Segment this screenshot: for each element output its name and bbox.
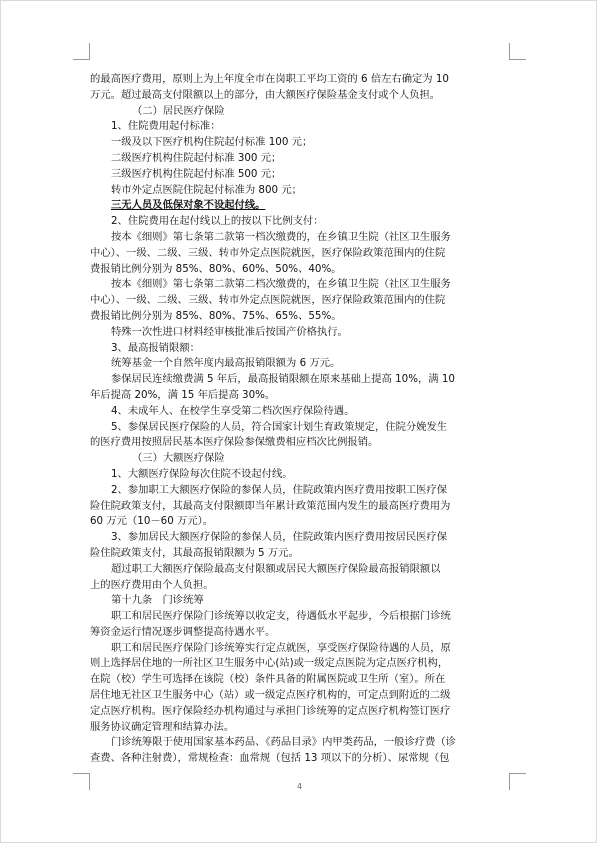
page-number: 4 bbox=[296, 782, 303, 791]
text-line: 60 万元（10－60 万元）。 bbox=[90, 515, 214, 528]
text-line: 3、参加居民大额医疗保险的参保人员，住院政策内医疗费用按居民医疗保 bbox=[111, 531, 448, 544]
text-line: 险住院政策支付，其最高支付限额即当年累计政策范围内发生的最高医疗费用为 bbox=[90, 499, 451, 512]
text-line: 门诊统筹限于使用国家基本药品、《药品目录》内甲类药品，一般诊疗费（诊 bbox=[111, 736, 456, 749]
text-line: 查费、各种注射费），常规检查：血常规（包括 13 项以下的分析）、尿常规（包 bbox=[90, 752, 450, 765]
text-line: 上的医疗费用由个人负担。 bbox=[90, 578, 214, 591]
text-line: 在院（校）学生可选择在该院（校）条件具备的附属医院或卫生所（室）。所在 bbox=[90, 673, 446, 686]
text-line: 费报销比例分别为 85%、80%、60%、50%、40%。 bbox=[90, 262, 342, 275]
text-line: 三无人员及低保对象不设起付线。 bbox=[111, 199, 266, 212]
text-line: 按本《细则》第七条第二款第一档次缴费的，在乡镇卫生院（社区卫生服务 bbox=[111, 230, 451, 243]
text-line: 年后提高 20%，满 15 年后提高 30%。 bbox=[90, 388, 276, 401]
text-line: 2、住院费用在起付线以上的按以下比例支付： bbox=[111, 215, 324, 228]
text-line: 按本《细则》第七条第二款第二档次缴费的，在乡镇卫生院（社区卫生服务 bbox=[111, 278, 451, 291]
page-body-text bbox=[90, 72, 510, 767]
text-line: 超过职工大额医疗保险最高支付限额或居民大额医疗保险最高报销限额以 bbox=[111, 562, 441, 575]
text-line: 则上选择居住地的一所社区卫生服务中心(站)或一级定点医院为定点医疗机构， bbox=[90, 657, 449, 670]
text-line: 万元。超过最高支付限额以上的部分，由大额医疗保险基金支付或个人负担。 bbox=[90, 88, 441, 101]
text-line: 5、参保居民医疗保险的人员，符合国家计划生育政策规定，住院分娩发生 bbox=[111, 420, 448, 433]
text-line: 定点医疗机构。医疗保险经办机构通过与承担门诊统筹的定点医疗机构签订医疗 bbox=[90, 704, 451, 717]
text-line: 二级医疗机构住院起付标准 300 元； bbox=[111, 151, 282, 164]
crop-mark-top-left bbox=[73, 43, 90, 60]
text-line: 转市外定点医院住院起付标准为 800 元； bbox=[111, 183, 302, 196]
text-line: 险住院政策支付，其最高报销限额为 5 万元。 bbox=[90, 546, 299, 559]
text-line: 中心）、一级、二级、三级、转市外定点医院就医，医疗保险政策范围内的住院 bbox=[90, 294, 446, 307]
text-line: 服务协议确定管理和结算办法。 bbox=[90, 720, 235, 733]
text-line: 的医疗费用按照居民基本医疗保险参保缴费相应档次比例报销。 bbox=[90, 436, 379, 449]
text-line: 3、最高报销限额： bbox=[111, 341, 200, 354]
crop-mark-top-right bbox=[509, 43, 526, 60]
text-line: 1、住院费用起付标准： bbox=[111, 120, 221, 133]
text-line: 1、大额医疗保险每次住院不设起付线。 bbox=[111, 467, 293, 480]
text-line: 参保居民连续缴费满 5 年后，最高报销限额在原来基础上提高 10%，满 10 bbox=[111, 373, 455, 386]
text-line: 的最高医疗费用，原则上为上年度全市在岗职工平均工资的 6 倍左右确定为 10 bbox=[90, 73, 449, 85]
text-line: 居住地无社区卫生服务中心（站）或一级定点医疗机构的，可定点到附近的二级 bbox=[90, 689, 451, 702]
text-line: 2、参加职工大额医疗保险的参保人员，住院政策内医疗费用按职工医疗保 bbox=[111, 483, 448, 496]
text-line: （二）居民医疗保险 bbox=[132, 104, 225, 117]
text-line: 统筹基金一个自然年度内最高报销限额为 6 万元。 bbox=[111, 357, 341, 370]
text-line: 4、未成年人、在校学生享受第二档次医疗保险待遇。 bbox=[111, 404, 355, 417]
text-line: 筹资金运行情况逐步调整提高待遇水平。 bbox=[90, 625, 276, 638]
text-line: 第十九条 门诊统筹 bbox=[111, 594, 204, 607]
text-line: 中心）、一级、二级、三级、转市外定点医院就医，医疗保险政策范围内的住院 bbox=[90, 246, 446, 259]
text-line: 职工和居民医疗保险门诊统筹以收定支，待遇低水平起步，今后根据门诊统 bbox=[111, 610, 451, 623]
text-line: （三）大额医疗保险 bbox=[132, 452, 225, 465]
text-line: 三级医疗机构住院起付标准 500 元； bbox=[111, 167, 282, 180]
text-line: 特殊一次性进口材料经审核批准后按国产价格执行。 bbox=[111, 325, 348, 338]
text-line: 职工和居民医疗保险门诊统筹实行定点就医，享受医疗保险待遇的人员，原 bbox=[111, 641, 451, 654]
text-line: 费报销比例分别为 85%、80%、75%、65%、55%。 bbox=[90, 309, 342, 322]
text-line: 一级及以下医疗机构住院起付标准 100 元； bbox=[111, 136, 313, 149]
